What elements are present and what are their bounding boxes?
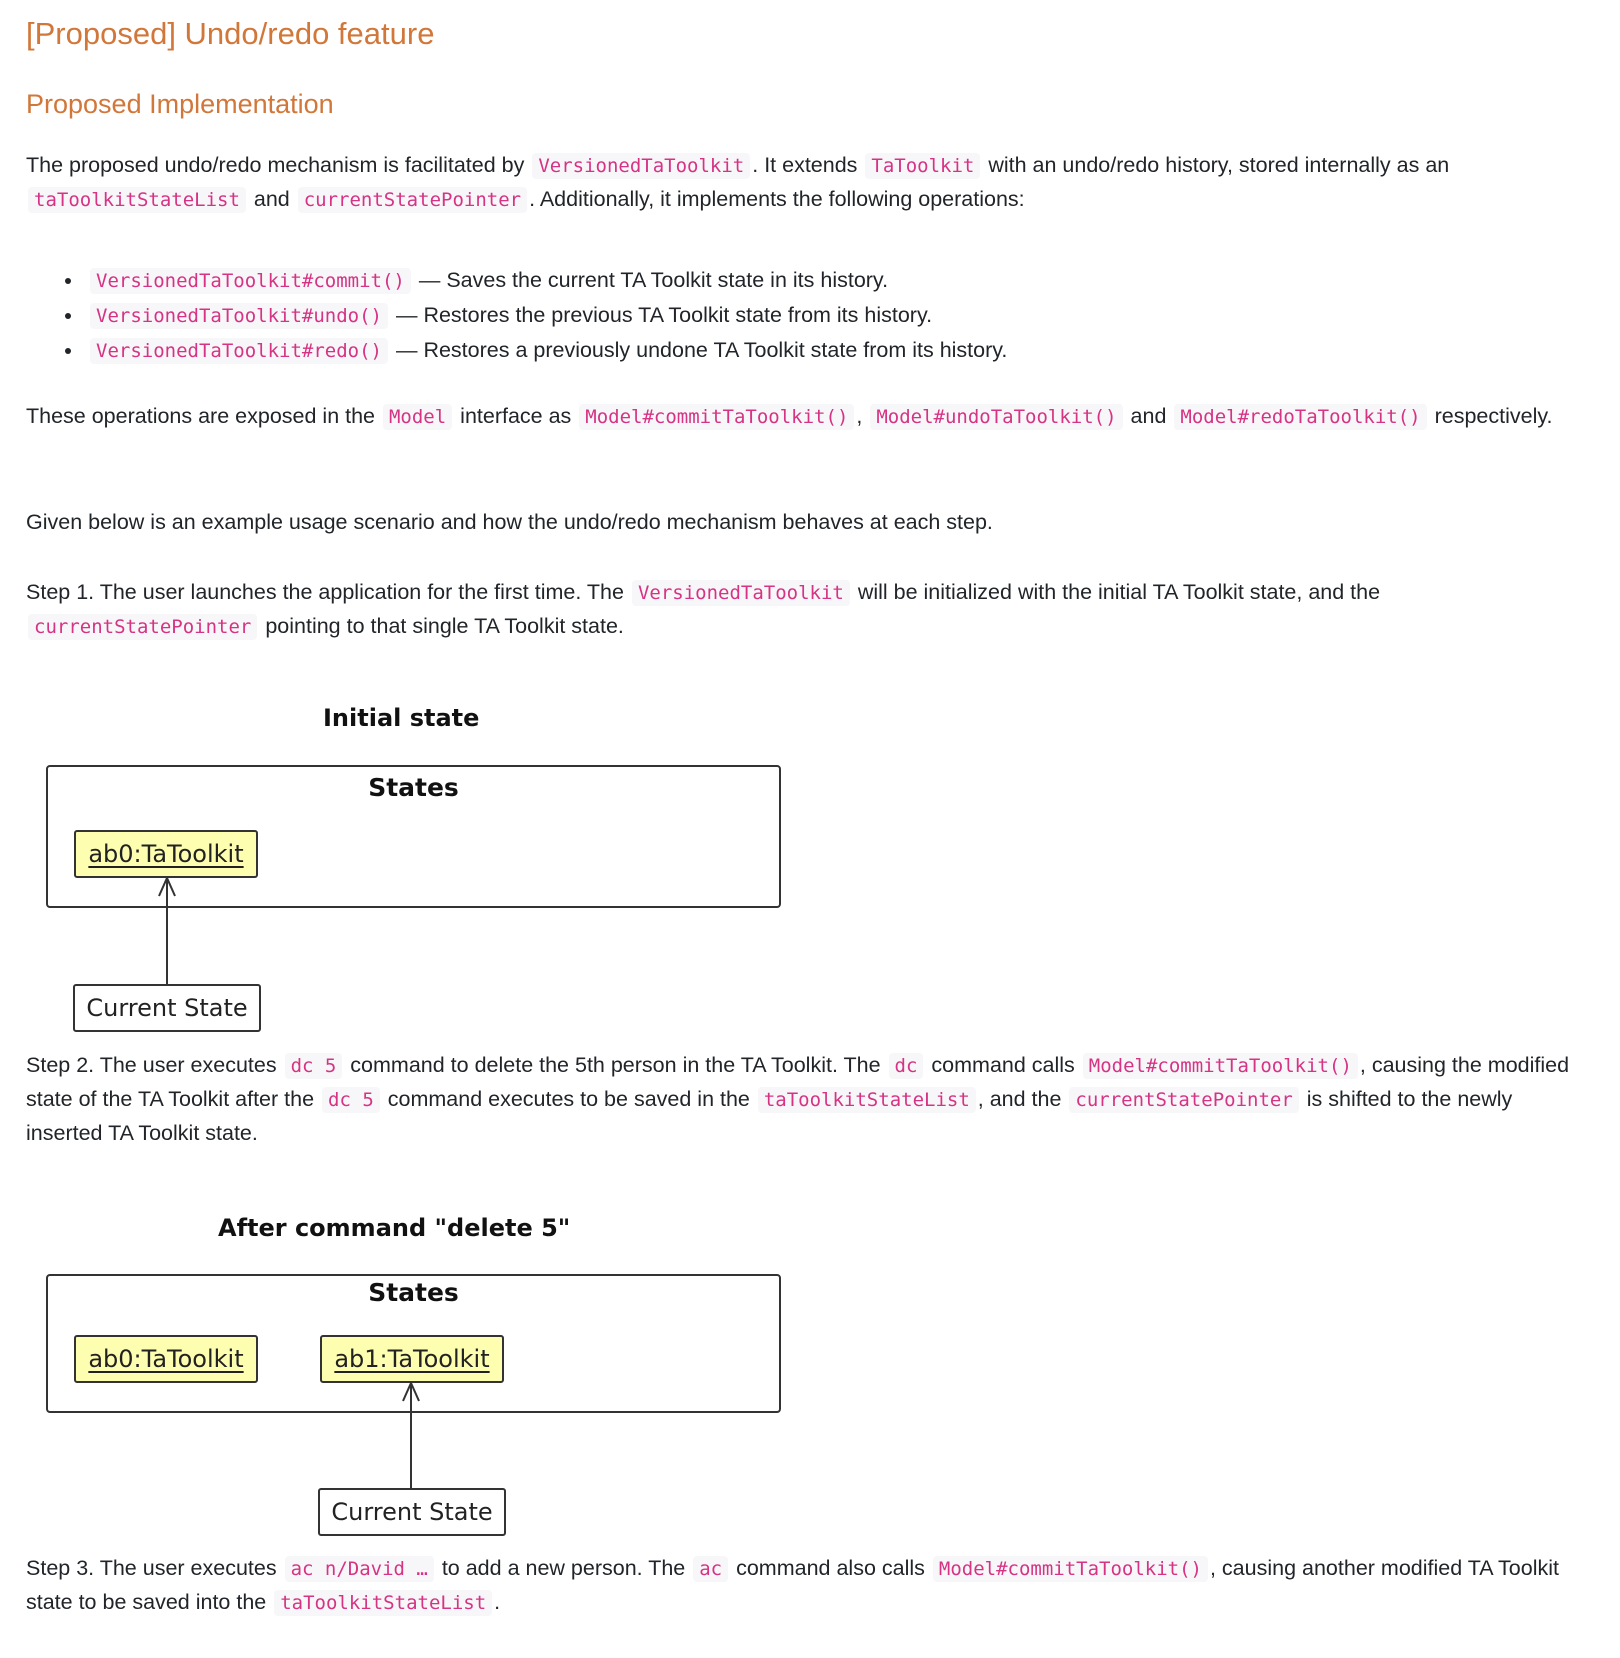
frame-label: States — [368, 1278, 459, 1307]
inline-code: VersionedTaToolkit — [532, 153, 750, 179]
pointer-arrow-icon — [155, 876, 179, 984]
text: respectively. — [1428, 404, 1553, 428]
inline-code: ac n/David … — [285, 1556, 434, 1582]
text: . It extends — [752, 153, 864, 177]
inline-code: taToolkitStateList — [28, 187, 246, 213]
inline-code: dc 5 — [322, 1087, 380, 1113]
step3-paragraph — [26, 1552, 1586, 1620]
scenario-intro: Given below is an example usage scenario and how the undo/redo mechanism behaves at each step. — [26, 510, 993, 534]
text: . — [494, 1590, 501, 1614]
section-heading: Proposed Implementation — [26, 89, 334, 119]
text: Step 3. The user executes — [26, 1556, 283, 1580]
list-item-text: — Restores a previously undone TA Toolkit state from its history. — [395, 338, 1008, 362]
inline-code: currentStatePointer — [28, 614, 257, 640]
inline-code: currentStatePointer — [298, 187, 527, 213]
inline-code: currentStatePointer — [1069, 1087, 1298, 1113]
diagram-title: After command "delete 5" — [218, 1214, 571, 1242]
text: to add a new person. The — [435, 1556, 692, 1580]
operations-list — [26, 263, 1007, 368]
inline-code: dc 5 — [285, 1053, 343, 1079]
state-object-ab0: ab0:TaToolkit — [74, 830, 258, 878]
inline-code: dc — [889, 1053, 924, 1079]
text: , causing the modified state of the TA Toolkit after the — [26, 1053, 1570, 1111]
text: with an undo/redo history, stored internally as an — [982, 153, 1450, 177]
step2-paragraph — [26, 1049, 1586, 1150]
text: The proposed undo/redo mechanism is facilitated by — [26, 153, 531, 177]
text: is shifted to the newly inserted TA Toolkit state. — [26, 1087, 1513, 1145]
inline-code: VersionedTaToolkit#undo() — [90, 303, 388, 329]
inline-code: Model — [383, 404, 452, 430]
text: Step 1. The user launches the application for the first time. The — [26, 580, 630, 604]
text: command calls — [925, 1053, 1081, 1077]
page-title: [Proposed] Undo/redo feature — [26, 16, 435, 51]
inline-code: VersionedTaToolkit — [632, 580, 850, 606]
inline-code: Model#commitTaToolkit() — [1083, 1053, 1358, 1079]
inline-code: Model#undoTaToolkit() — [870, 404, 1122, 430]
list-item-text: — Saves the current TA Toolkit state in its history. — [418, 268, 889, 292]
text: These operations are exposed in the — [26, 404, 381, 428]
text: , — [856, 404, 869, 428]
list-item-text: — Restores the previous TA Toolkit state from its history. — [395, 303, 933, 327]
list-item — [84, 298, 1007, 333]
text: command executes to be saved in the — [381, 1087, 756, 1111]
text: , and the — [977, 1087, 1068, 1111]
inline-code: ac — [693, 1556, 728, 1582]
inline-code: VersionedTaToolkit#commit() — [90, 268, 411, 294]
text: will be initialized with the initial TA Toolkit state, and the — [851, 580, 1381, 604]
inline-code: taToolkitStateList — [274, 1590, 492, 1616]
inline-code: VersionedTaToolkit#redo() — [90, 338, 388, 364]
inline-code: Model#commitTaToolkit() — [579, 404, 854, 430]
text: and — [1124, 404, 1173, 428]
text: command also calls — [730, 1556, 931, 1580]
state-object-ab0: ab0:TaToolkit — [74, 1335, 258, 1383]
text: pointing to that single TA Toolkit state. — [259, 614, 624, 638]
text: interface as — [454, 404, 578, 428]
pointer-arrow-icon — [399, 1381, 423, 1489]
exposed-paragraph — [26, 400, 1586, 434]
text: , causing another modified TA Toolkit state to be saved into the — [26, 1556, 1559, 1614]
text: Step 2. The user executes — [26, 1053, 283, 1077]
inline-code: TaToolkit — [865, 153, 980, 179]
list-item — [84, 333, 1007, 368]
text: command to delete the 5th person in the TA Toolkit. The — [344, 1053, 887, 1077]
current-state-box: Current State — [73, 984, 261, 1032]
inline-code: Model#commitTaToolkit() — [933, 1556, 1208, 1582]
inline-code: Model#redoTaToolkit() — [1174, 404, 1426, 430]
step1-paragraph — [26, 576, 1586, 644]
text: and — [247, 187, 296, 211]
inline-code: taToolkitStateList — [758, 1087, 976, 1113]
state-object-ab1: ab1:TaToolkit — [320, 1335, 504, 1383]
intro-paragraph — [26, 149, 1586, 217]
list-item — [84, 263, 1007, 298]
frame-label: States — [368, 773, 459, 802]
current-state-box: Current State — [318, 1488, 506, 1536]
text: . Additionally, it implements the following operations: — [529, 187, 1025, 211]
diagram-title: Initial state — [323, 704, 480, 732]
